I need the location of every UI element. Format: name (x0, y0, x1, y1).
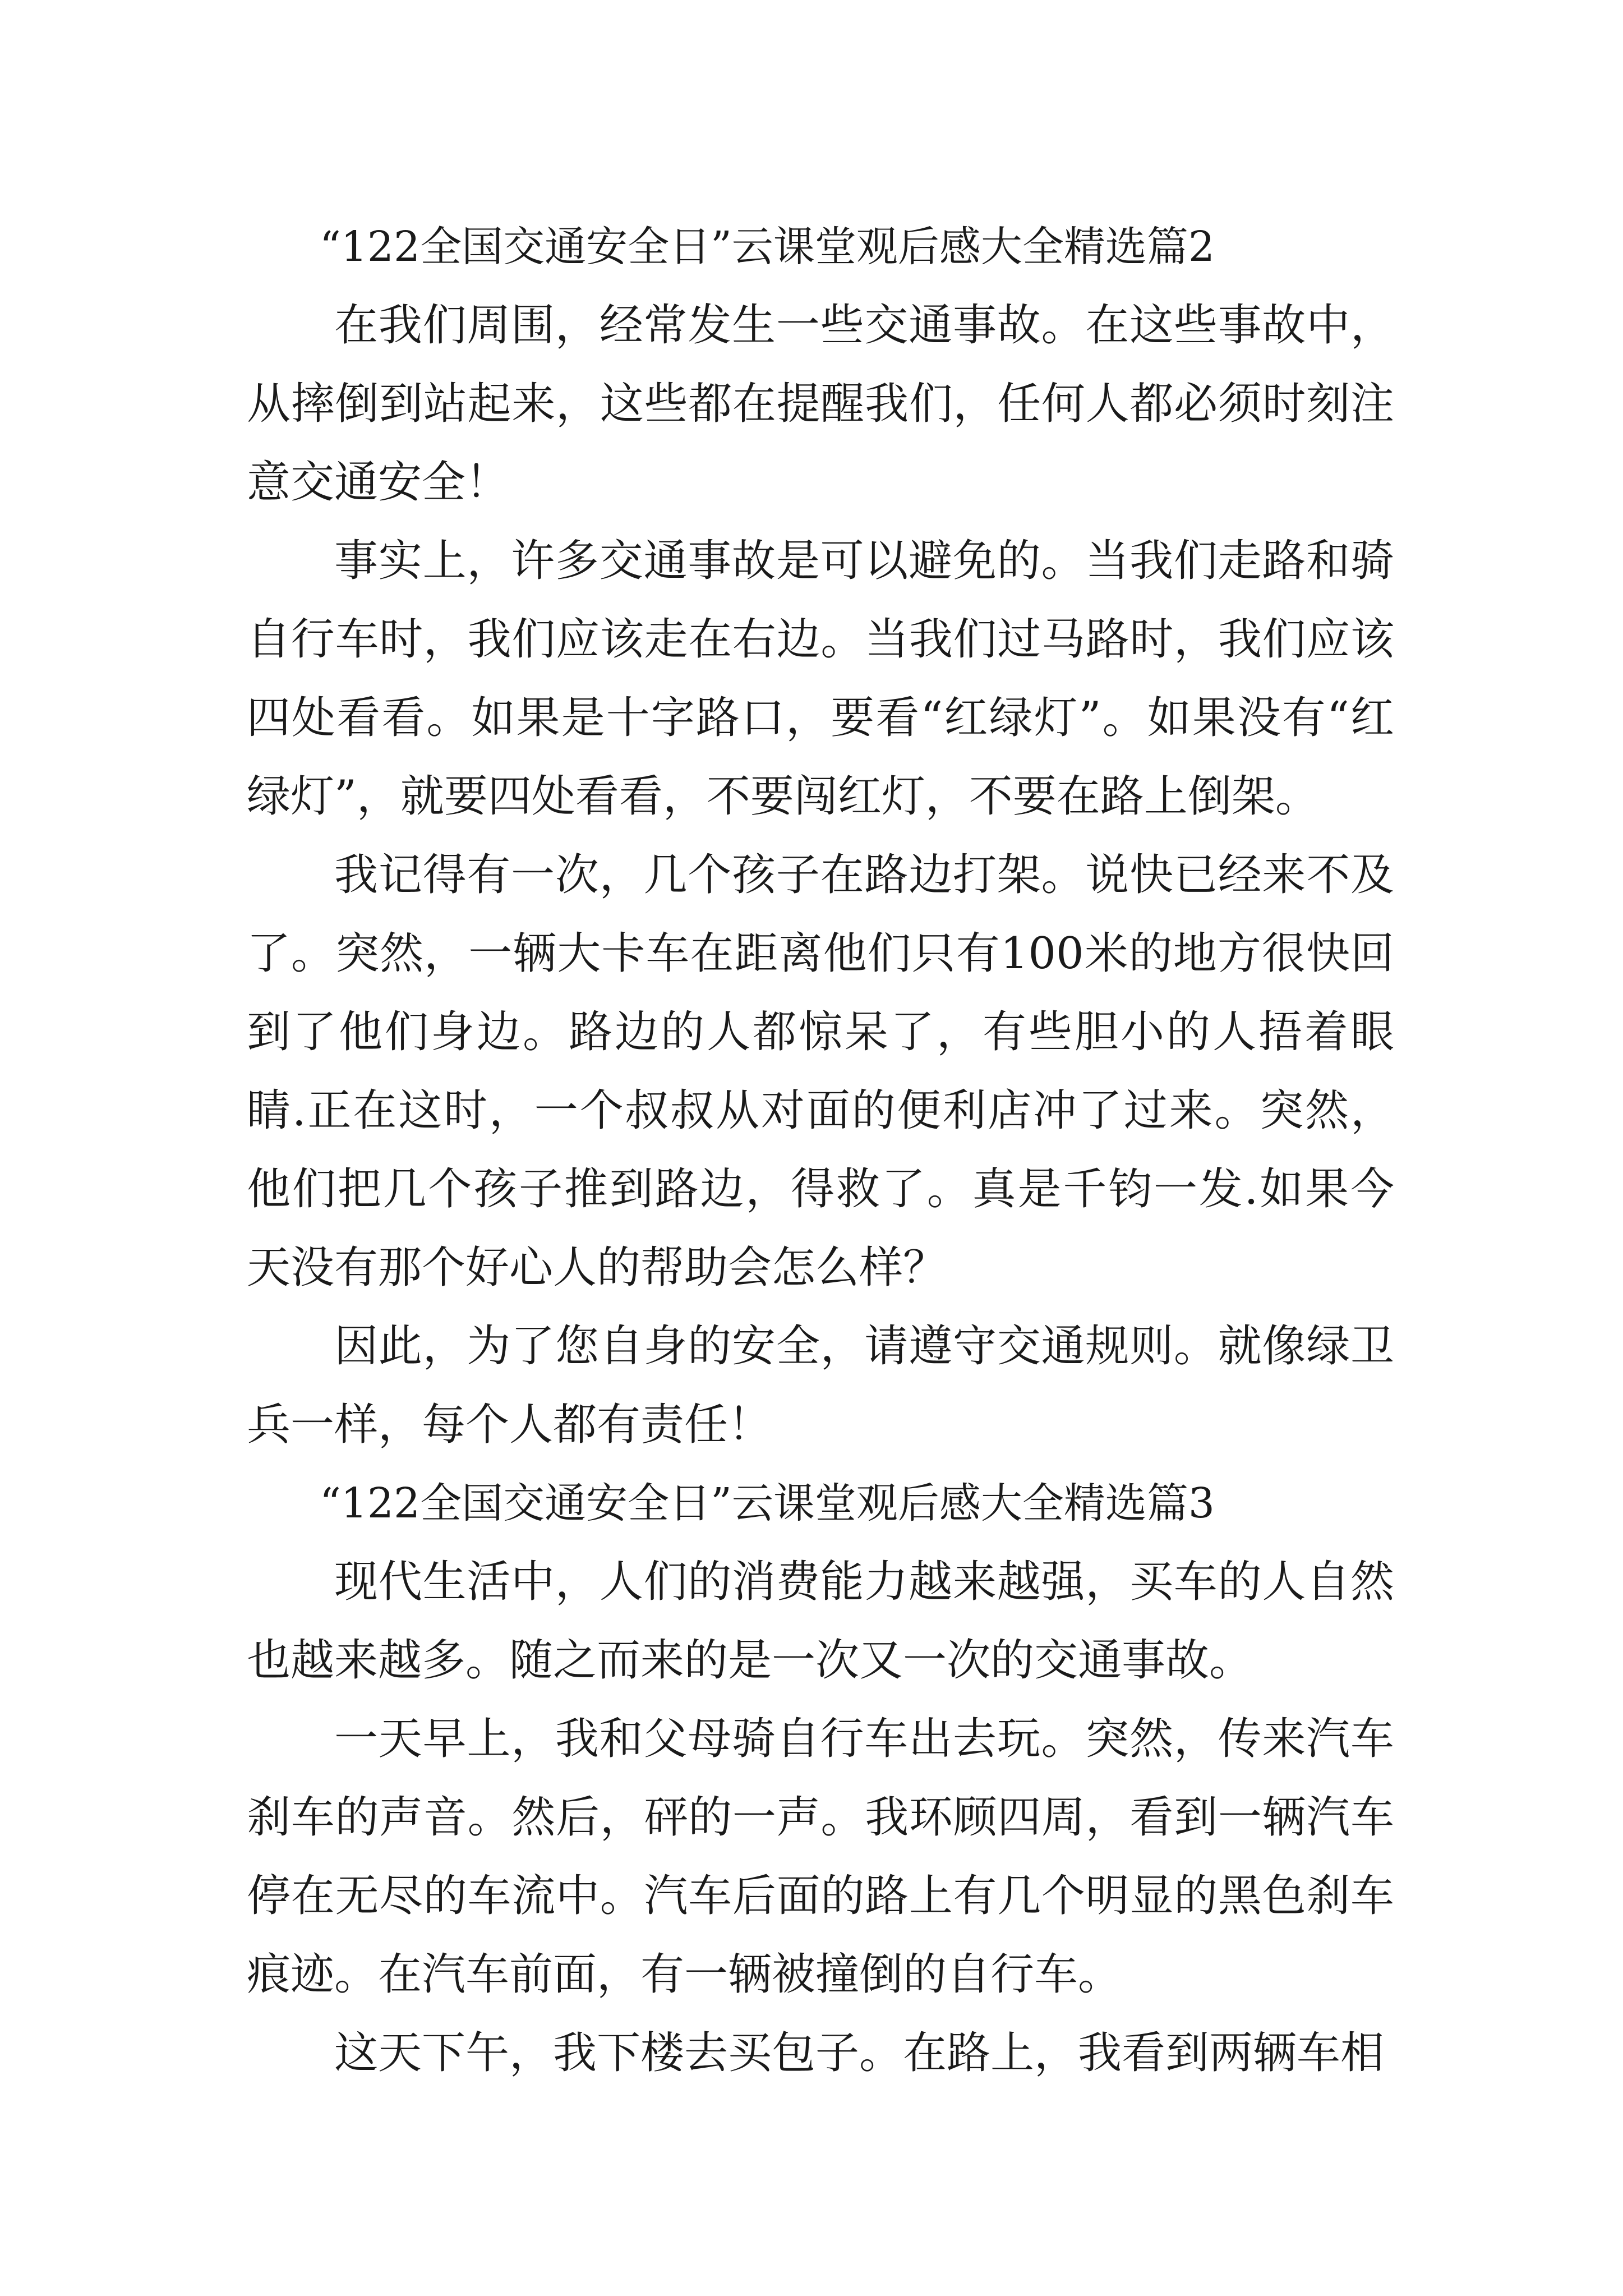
paragraph: 这天下午，我下楼去买包子。在路上，我看到两辆车相 (334, 2028, 1385, 2078)
section-title-2: “122全国交通安全日”云课堂观后感大全精选篇2 (320, 223, 1215, 271)
paragraph: 在我们周围，经常发生一些交通事故。在这些事故中，从摔倒到站起来，这些都在提醒我们，任何人都必须时刻注意交通安全！ (247, 300, 1394, 508)
paragraph: 事实上，许多交通事故是可以避免的。当我们走路和骑自行车时，我们应该走在右边。当我们过马路时，我们应该四处看看。如果是十字路口，要看“红绿灯”。如果没有“红绿灯”，就要四处看看，不要闯红灯，不要在路上倒架。 (247, 536, 1394, 822)
paragraph: 现代生活中，人们的消费能力越来越强，买车的人自然也越来越多。随之而来的是一次又一次的交通事故。 (247, 1557, 1394, 1686)
paragraph: 我记得有一次，几个孩子在路边打架。说快已经来不及了。突然，一辆大卡车在距离他们只有100米的地方很快回到了他们身边。路边的人都惊呆了，有些胆小的人捂着眼睛.正在这时，一个叔叔从对面的便利店冲了过来。突然，他们把几个孩子推到路边，得救了。真是千钧一发.如果今天没有那个好心人的帮助会怎么样？ (247, 850, 1394, 1293)
section-title-3: “122全国交通安全日”云课堂观后感大全精选篇3 (320, 1479, 1215, 1527)
paragraph: 因此，为了您自身的安全，请遵守交通规则。就像绿卫兵一样，每个人都有责任！ (247, 1321, 1394, 1450)
document-page (247, 208, 1394, 2092)
paragraph: 一天早上，我和父母骑自行车出去玩。突然，传来汽车刹车的声音。然后，砰的一声。我环顾四周，看到一辆汽车停在无尽的车流中。汽车后面的路上有几个明显的黑色刹车痕迹。在汽车前面，有一辆被撞倒的自行车。 (247, 1714, 1394, 2000)
